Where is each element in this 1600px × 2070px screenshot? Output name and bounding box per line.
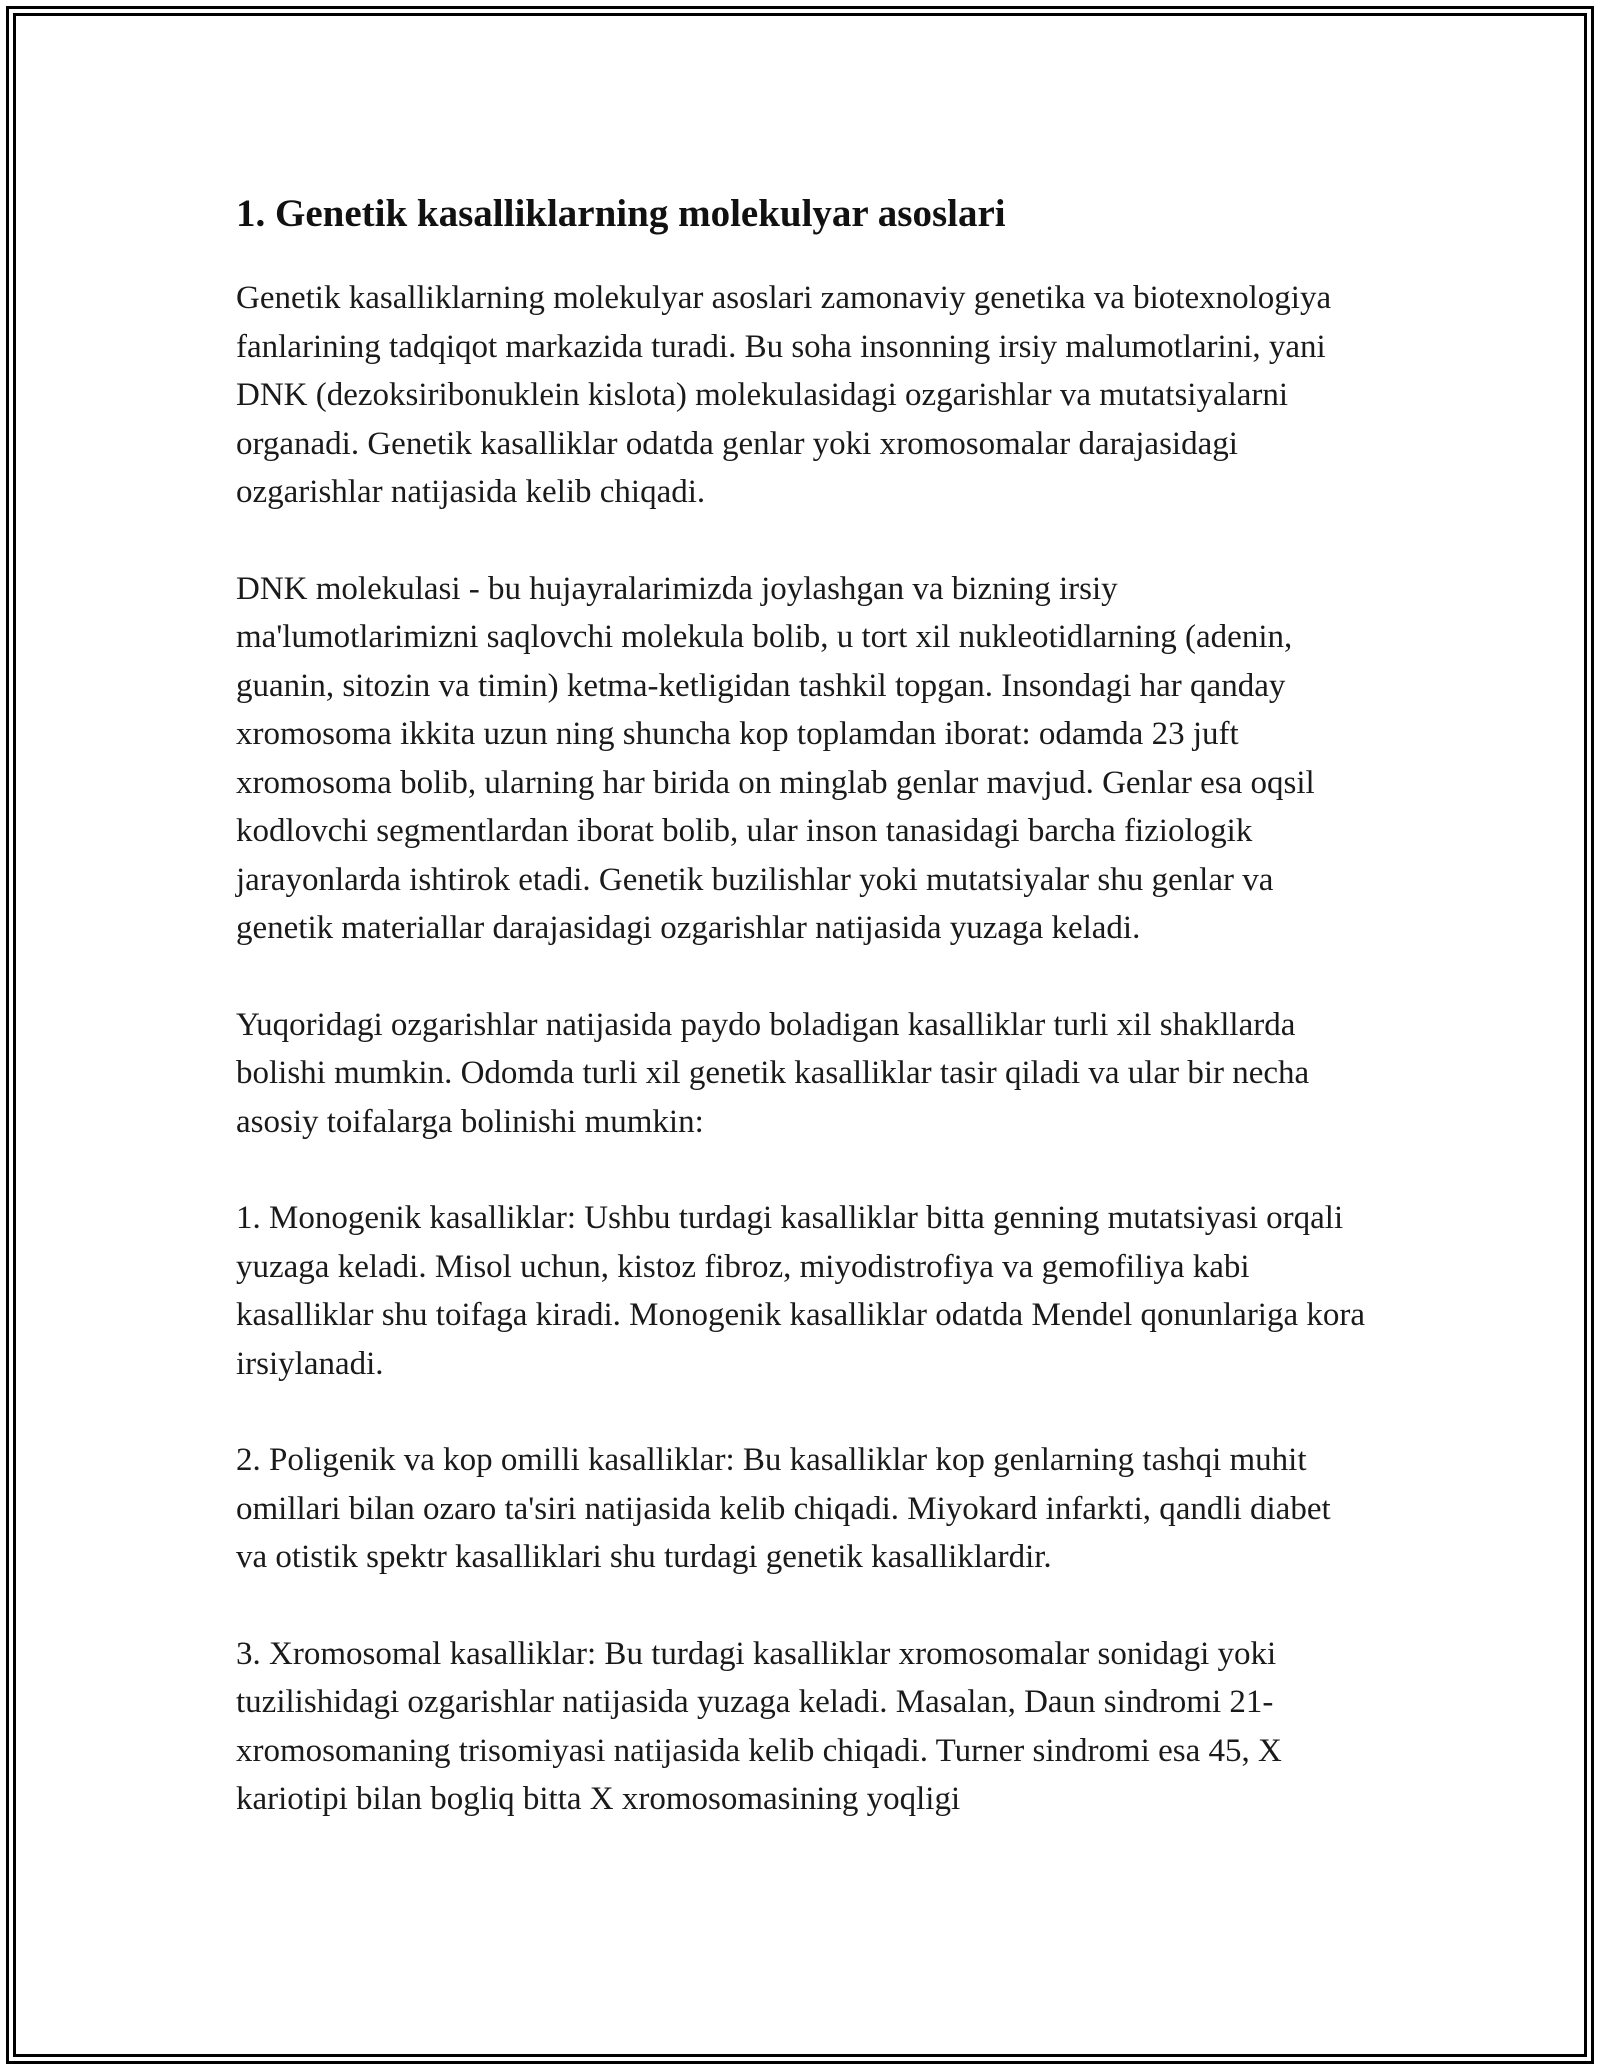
- paragraph-categories-intro: Yuqoridagi ozgarishlar natijasida paydo boladigan kasalliklar turli xil shakllarda bolishi mumkin. Odomda turli xil genetik kasalliklar tasir qiladi va ular bir necha asosiy toifalarga bolinishi mumkin:: [236, 1006, 1310, 1140]
- paragraph-intro: Genetik kasalliklarning molekulyar asoslari zamonaviy genetika va biotexnologiya fanlarining tadqiqot markazida turadi. Bu soha insonning irsiy malumotlarini, yani DNK (dezoksiribonuklein kislota) molekulasidagi ozgarishlar va mutatsiyalarni organadi. Genetik kasalliklar odatda genlar yoki xromosomalar darajasidagi ozgarishlar natijasida kelib chiqadi.: [236, 280, 1332, 510]
- paragraph-monogenic: 1. Monogenik kasalliklar: Ushbu turdagi kasalliklar bitta genning mutatsiyasi orqali yuzaga keladi. Misol uchun, kistoz fibroz, miyodistrofiya va gemofiliya kabi kasalliklar shu toifaga kiradi. Monogenik kasalliklar odatda Mendel qonunlariga kora irsiylanadi.: [236, 1200, 1366, 1382]
- paragraph-polygenic: 2. Poligenik va kop omilli kasalliklar: Bu kasalliklar kop genlarning tashqi muhit omillari bilan ozaro ta'siri natijasida kelib chiqadi. Miyokard infarkti, qandli diabet va otistik spektr kasalliklari shu turdagi genetik kasalliklardir.: [236, 1442, 1331, 1575]
- section-heading: 1. Genetik kasalliklarning molekulyar asoslari: [236, 192, 1006, 235]
- document-body: [236, 186, 1366, 1872]
- paragraph-dna: DNK molekulasi - bu hujayralarimizda joylashgan va bizning irsiy ma'lumotlarimizni saqlovchi molekula bolib, u tort xil nukleotidlarning (adenin, guanin, sitozin va timin) ketma-ketligidan tashkil topgan. Insondagi har qanday xromosoma ikkita uzun ning shuncha kop toplamdan iborat: odamda 23 juft xromosoma bolib, ularning har birida on minglab genlar mavjud. Genlar esa oqsil kodlovchi segmentlardan iborat bolib, ular inson tanasidagi barcha fiziologik jarayonlarda ishtirok etadi. Genetik buzilishlar yoki mutatsiyalar shu genlar va genetik materiallar darajasidagi ozgarishlar natijasida yuzaga keladi.: [236, 570, 1315, 946]
- paragraph-chromosomal: 3. Xromosomal kasalliklar: Bu turdagi kasalliklar xromosomalar sonidagi yoki tuzilishidagi ozgarishlar natijasida yuzaga keladi. Masalan, Daun sindromi 21-xromosomaning trisomiyasi natijasida kelib chiqadi. Turner sindromi esa 45, X kariotipi bilan bogliq bitta X xromosomasining yoqligi: [236, 1635, 1282, 1817]
